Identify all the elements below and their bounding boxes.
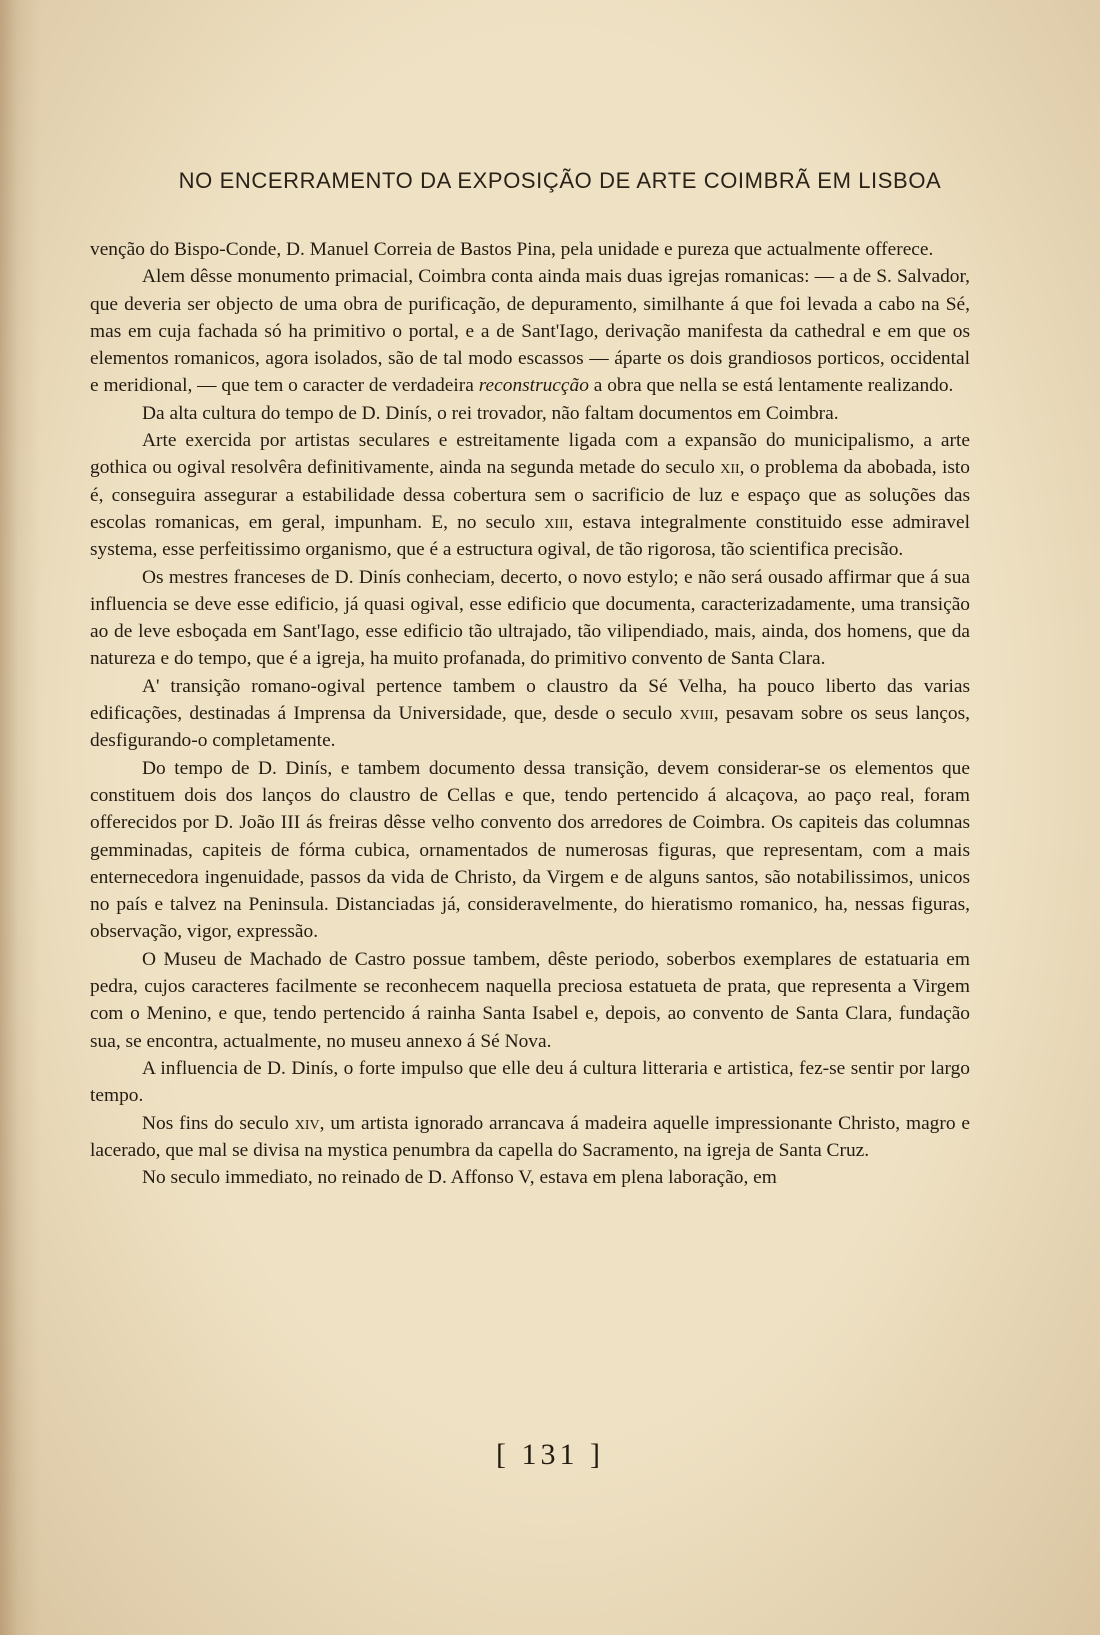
paragraph-3: Da alta cultura do tempo de D. Dinís, o rei trovador, não faltam documentos em Coimbra. <box>142 402 839 424</box>
paragraph-7: Do tempo de D. Dinís, e tambem documento dessa transição, devem considerar-se os elementos que constituem dois dos lanços do claustro de Cellas e que, tendo pertencido á alcaçova, ao paço real, foram offerecidos por D. João III ás freiras dêsse velho convento dos arredores de Coimbra. Os capiteis das columnas gemminadas, capiteis de fórma cubica, ornamentados de numerosas figuras, que representam, com a mais enternecedora ingenuidade, passos da vida de Christo, da Virgem e de alguns santos, são notabilissimos, unicos no país e talvez na Peninsula. Distanciadas já, consideravelmente, do hieratismo romanico, ha, nessas figuras, observação, vigor, expressão. <box>90 757 970 943</box>
paragraph-2: Alem dêsse monumento primacial, Coimbra conta ainda mais duas igrejas romanicas: — a de S. Salvador, que deveria ser objecto de uma obra de purificação, de depuramento, similhante á que foi levada a cabo na Sé, mas em cuja fachada só ha primitivo o portal, e a de Sant'Iago, derivação manifesta da cathedral e em que os elementos romanicos, agora isolados, são de tal modo escassos — áparte os dois grandiosos porticos, occidental e meridional, — que tem o caracter de verdadeira reconstrucção a obra que nella se está lentamente realizando. <box>90 266 970 397</box>
paragraph-6: A' transição romano-ogival pertence tambem o claustro da Sé Velha, ha pouco liberto das varias edificações, destinadas á Imprensa da Universidade, que, desde o seculo xviii, pesavam sobre os seus lanços, desfigurando-o completamente. <box>90 675 971 752</box>
page-number: [ 131 ] <box>496 1438 604 1471</box>
paragraph-11: No seculo immediato, no reinado de D. Affonso V, estava em plena laboração, em <box>142 1167 777 1189</box>
century-numeral: xiii <box>544 511 569 533</box>
century-numeral: xii <box>720 457 740 479</box>
paragraph-8: O Museu de Machado de Castro possue tambem, dêste periodo, soberbos exemplares de estatuaria em pedra, cujos caracteres facilmente se reconhecem naquella preciosa estatueta de prata, que representa a Virgem com o Menino, e que, tendo pertencido á rainha Santa Isabel e, depois, ao convento de Santa Clara, fundação sua, se encontra, actualmente, no museu annexo á Sé Nova. <box>90 948 970 1052</box>
paragraph-10: Nos fins do seculo xiv, um artista ignorado arrancava á madeira aquelle impressionante Christo, magro e lacerado, que mal se divisa na mystica penumbra da capella do Sacramento, na igreja de Santa Cruz. <box>90 1112 970 1161</box>
century-numeral: xiv <box>294 1112 320 1134</box>
paragraph-9: A influencia de D. Dinís, o forte impulso que elle deu á cultura litteraria e artistica, fez-se sentir por largo tempo. <box>90 1057 970 1107</box>
paragraph-4: Arte exercida por artistas seculares e estreitamente ligada com a expansão do municipalismo, a arte gothica ou ogival resolvêra definitivamente, ainda na segunda metade do seculo xii, o problema da abobada, isto é, conseguira assegurar a estabilidade dessa cobertura sem o sacrificio de luz e espaço que as soluções das escolas romanicas, em geral, impunham. E, no seculo xiii, estava integralmente constituido esse admiravel systema, esse perfeitissimo organismo, que é a estructura ogival, de tão rigorosa, tão scientifica precisão. <box>90 430 971 561</box>
body-text <box>90 236 970 1191</box>
paragraph-5: Os mestres franceses de D. Dinís conheciam, decerto, o novo estylo; e não será ousado affirmar que á sua influencia se deve esse edificio, já quasi ogival, esse edificio que documenta, caracterizadamente, uma transição ao de leve esboçada em Sant'Iago, esse edificio tão ultrajado, tão vilipendiado, mais, ainda, dos homens, que da natureza e do tempo, que é a igreja, ha muito profanada, do primitivo convento de Santa Clara. <box>90 566 970 670</box>
italic-term: reconstrucção <box>478 375 589 397</box>
century-numeral: xviii <box>679 703 714 725</box>
running-header: NO ENCERRAMENTO DA EXPOSIÇÃO DE ARTE COIMBRÃ EM LISBOA <box>178 168 942 193</box>
paragraph-1: venção do Bispo-Conde, D. Manuel Correia de Bastos Pina, pela unidade e pureza que actualmente offerece. <box>90 239 934 260</box>
